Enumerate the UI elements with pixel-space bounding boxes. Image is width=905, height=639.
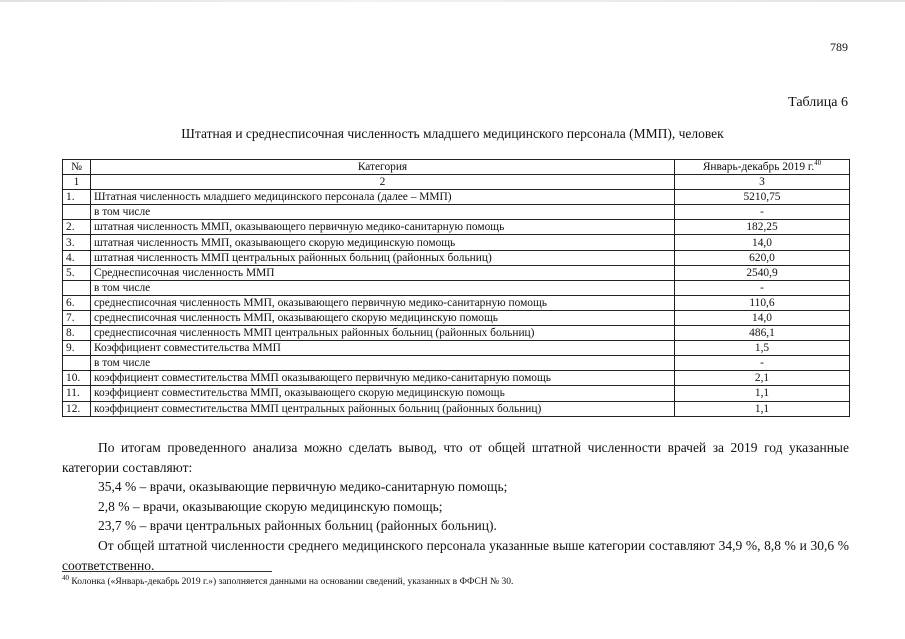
row-value: 2,1	[675, 371, 850, 386]
header-category: Категория	[91, 160, 675, 175]
row-category: коэффициент совместительства ММП оказывающего первичную медико-санитарную помощь	[91, 371, 675, 386]
row-number: 9.	[63, 341, 91, 356]
column-number: 1	[63, 175, 91, 190]
footnote	[62, 573, 514, 587]
row-value: 620,0	[675, 250, 850, 265]
row-value: 1,5	[675, 341, 850, 356]
row-value: 14,0	[675, 235, 850, 250]
table-row	[63, 235, 850, 250]
table-row	[63, 205, 850, 220]
analysis-item: 35,4 % – врачи, оказывающие первичную медико-санитарную помощь;	[98, 479, 508, 495]
footnote-text: Колонка («Январь-декабрь 2019 г.») заполняется данными на основании сведений, указанных в ФФСН № 30.	[71, 577, 514, 587]
row-category: Штатная численность младшего медицинского персонала (далее – ММП)	[91, 190, 675, 205]
table-row	[63, 401, 850, 416]
table-row	[63, 250, 850, 265]
row-number: 7.	[63, 310, 91, 325]
row-value: 2540,9	[675, 265, 850, 280]
row-number: 12.	[63, 401, 91, 416]
footnote-divider	[62, 571, 272, 572]
table-row	[63, 386, 850, 401]
page-number: 789	[830, 40, 848, 54]
table-row	[63, 371, 850, 386]
row-number: 6.	[63, 295, 91, 310]
column-number: 2	[91, 175, 675, 190]
row-number: 10.	[63, 371, 91, 386]
staffing-table	[62, 159, 850, 417]
row-category: в том числе	[91, 280, 675, 295]
row-category: Среднесписочная численность ММП	[91, 265, 675, 280]
row-category: коэффициент совместительства ММП центральных районных больниц (районных больниц)	[91, 401, 675, 416]
row-number: 5.	[63, 265, 91, 280]
row-value: 1,1	[675, 401, 850, 416]
row-value: 110,6	[675, 295, 850, 310]
header-footnote-ref: 40	[814, 159, 822, 168]
row-category: среднесписочная численность ММП центральных районных больниц (районных больниц)	[91, 326, 675, 341]
analysis-conclusion: От общей штатной численности среднего медицинского персонала указанные выше категории составляют 34,9 %, 8,8 % и 30,6 % соответственно.	[62, 537, 849, 573]
table-row	[63, 341, 850, 356]
row-number: 4.	[63, 250, 91, 265]
table-row	[63, 310, 850, 325]
row-category: в том числе	[91, 205, 675, 220]
table-row	[63, 220, 850, 235]
table-label: Таблица 6	[788, 95, 848, 110]
analysis-intro: По итогам проведенного анализа можно сделать вывод, что от общей штатной численности врачей за 2019 год указанные категории составляют:	[62, 440, 849, 475]
row-value: -	[675, 205, 850, 220]
table-row	[63, 190, 850, 205]
table-header-row	[63, 160, 850, 175]
row-value: -	[675, 356, 850, 371]
column-number: 3	[675, 175, 850, 190]
row-number	[63, 356, 91, 371]
header-period-label: Январь-декабрь 2019 г.	[702, 161, 815, 174]
table-row	[63, 326, 850, 341]
header-number: №	[63, 160, 91, 175]
analysis-item: 23,7 % – врачи центральных районных больниц (районных больниц).	[98, 518, 497, 534]
row-category: Коэффициент совместительства ММП	[91, 341, 675, 356]
row-value: 182,25	[675, 220, 850, 235]
table-row	[63, 295, 850, 310]
row-number: 11.	[63, 386, 91, 401]
table-row	[63, 265, 850, 280]
row-category: в том числе	[91, 356, 675, 371]
row-category: штатная численность ММП, оказывающего первичную медико-санитарную помощь	[91, 220, 675, 235]
row-category: коэффициент совместительства ММП, оказывающего скорую медицинскую помощь	[91, 386, 675, 401]
row-category: среднесписочная численность ММП, оказывающего первичную медико-санитарную помощь	[91, 295, 675, 310]
row-value: 14,0	[675, 310, 850, 325]
row-category: штатная численность ММП, оказывающего скорую медицинскую помощь	[91, 235, 675, 250]
table-body	[63, 190, 850, 416]
footnote-number: 40	[62, 573, 69, 582]
row-value: -	[675, 280, 850, 295]
analysis-text	[62, 438, 849, 575]
row-number: 3.	[63, 235, 91, 250]
scan-edge	[0, 0, 905, 2]
row-number	[63, 205, 91, 220]
row-category: штатная численность ММП центральных районных больниц (районных больниц)	[91, 250, 675, 265]
table-row	[63, 356, 850, 371]
row-value: 486,1	[675, 326, 850, 341]
row-value: 1,1	[675, 386, 850, 401]
row-value: 5210,75	[675, 190, 850, 205]
row-number: 8.	[63, 326, 91, 341]
row-number: 2.	[63, 220, 91, 235]
table-title: Штатная и среднесписочная численность младшего медицинского персонала (ММП), человек	[181, 126, 724, 141]
table-row	[63, 280, 850, 295]
row-number: 1.	[63, 190, 91, 205]
row-category: среднесписочная численность ММП, оказывающего скорую медицинскую помощь	[91, 310, 675, 325]
column-number-row	[63, 175, 850, 190]
row-number	[63, 280, 91, 295]
header-period	[675, 160, 850, 175]
analysis-item: 2,8 % – врачи, оказывающие скорую медицинскую помощь;	[98, 498, 443, 514]
